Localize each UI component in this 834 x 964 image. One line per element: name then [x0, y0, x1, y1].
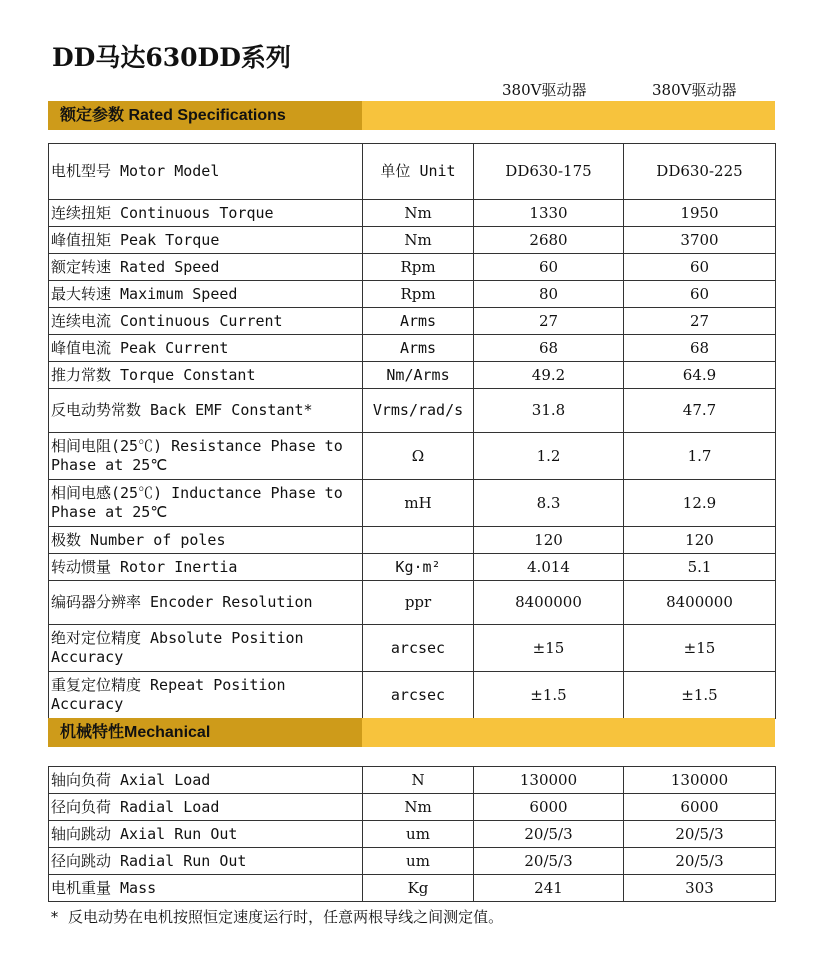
table-row [49, 848, 776, 875]
driver-label-1: 380V驱动器 [502, 81, 587, 99]
unit-cell: Kg [363, 875, 474, 902]
param-cell: 连续扭矩 Continuous Torque [49, 200, 363, 227]
param-cell: 推力常数 Torque Constant [49, 362, 363, 389]
rated-section-title: 额定参数 Rated Specifications [48, 101, 362, 130]
param-cell: 绝对定位精度 Absolute Position Accuracy [49, 625, 363, 672]
table-row [49, 433, 776, 480]
table-row [49, 389, 776, 433]
value-cell-model-1: 8400000 [474, 581, 624, 625]
param-cell: 编码器分辨率 Encoder Resolution [49, 581, 363, 625]
mechanical-spec-table [48, 766, 776, 902]
param-cell: 极数 Number of poles [49, 527, 363, 554]
table-row [49, 227, 776, 254]
param-cell: 重复定位精度 Repeat Position Accuracy [49, 672, 363, 719]
table-row [49, 672, 776, 719]
unit-cell: Nm [363, 794, 474, 821]
value-cell-model-1: 31.8 [474, 389, 624, 433]
rated-section-band [48, 101, 775, 130]
table-row [49, 200, 776, 227]
value-cell-model-1: ±1.5 [474, 672, 624, 719]
value-cell-model-1: 4.014 [474, 554, 624, 581]
unit-cell: Rpm [363, 254, 474, 281]
unit-cell: Arms [363, 335, 474, 362]
param-cell: 电机重量 Mass [49, 875, 363, 902]
value-cell-model-2: 6000 [624, 794, 776, 821]
driver-label-2: 380V驱动器 [652, 81, 737, 99]
value-cell-model-2: ±15 [624, 625, 776, 672]
unit-cell: um [363, 821, 474, 848]
mechanical-section-title: 机械特性Mechanical [48, 718, 362, 747]
unit-cell: Nm [363, 200, 474, 227]
unit-cell [363, 527, 474, 554]
table-row [49, 625, 776, 672]
value-cell-model-2: ±1.5 [624, 672, 776, 719]
value-cell-model-2: 60 [624, 254, 776, 281]
table-row [49, 821, 776, 848]
value-cell-model-2: 64.9 [624, 362, 776, 389]
param-cell: 径向负荷 Radial Load [49, 794, 363, 821]
table-row [49, 254, 776, 281]
value-cell-model-2: 120 [624, 527, 776, 554]
value-cell-model-2: 130000 [624, 767, 776, 794]
unit-cell: Arms [363, 308, 474, 335]
header-param: 电机型号 Motor Model [49, 144, 363, 200]
param-cell: 连续电流 Continuous Current [49, 308, 363, 335]
unit-cell: arcsec [363, 672, 474, 719]
value-cell-model-2: 5.1 [624, 554, 776, 581]
unit-cell: mH [363, 480, 474, 527]
table-row [49, 480, 776, 527]
mechanical-section-band [48, 718, 775, 747]
unit-cell: Rpm [363, 281, 474, 308]
value-cell-model-1: 20/5/3 [474, 848, 624, 875]
unit-cell: Nm [363, 227, 474, 254]
value-cell-model-2: 8400000 [624, 581, 776, 625]
unit-cell: Kg·m² [363, 554, 474, 581]
table-row [49, 794, 776, 821]
value-cell-model-2: 20/5/3 [624, 821, 776, 848]
header-unit: 单位 Unit [363, 144, 474, 200]
param-cell: 相间电阻(25℃) Resistance Phase to Phase at 25℃ [49, 433, 363, 480]
table-header-row [49, 144, 776, 200]
value-cell-model-1: 60 [474, 254, 624, 281]
value-cell-model-2: 1950 [624, 200, 776, 227]
table-row [49, 362, 776, 389]
param-cell: 额定转速 Rated Speed [49, 254, 363, 281]
param-cell: 轴向负荷 Axial Load [49, 767, 363, 794]
value-cell-model-1: 27 [474, 308, 624, 335]
table-row [49, 527, 776, 554]
unit-cell: um [363, 848, 474, 875]
value-cell-model-1: 6000 [474, 794, 624, 821]
param-cell: 径向跳动 Radial Run Out [49, 848, 363, 875]
value-cell-model-2: 303 [624, 875, 776, 902]
value-cell-model-1: 1.2 [474, 433, 624, 480]
param-cell: 相间电感(25℃) Inductance Phase to Phase at 25℃ [49, 480, 363, 527]
page-title: DD马达630DD系列 [52, 43, 291, 72]
param-cell: 最大转速 Maximum Speed [49, 281, 363, 308]
rated-spec-table [48, 143, 776, 719]
footnote: * 反电动势在电机按照恒定速度运行时，任意两根导线之间测定值。 [50, 908, 504, 926]
value-cell-model-1: 68 [474, 335, 624, 362]
value-cell-model-1: 8.3 [474, 480, 624, 527]
unit-cell: arcsec [363, 625, 474, 672]
value-cell-model-1: 49.2 [474, 362, 624, 389]
value-cell-model-2: 1.7 [624, 433, 776, 480]
param-cell: 峰值扭矩 Peak Torque [49, 227, 363, 254]
value-cell-model-1: 130000 [474, 767, 624, 794]
value-cell-model-1: 80 [474, 281, 624, 308]
table-row [49, 308, 776, 335]
value-cell-model-1: 2680 [474, 227, 624, 254]
table-row [49, 554, 776, 581]
unit-cell: Nm/Arms [363, 362, 474, 389]
value-cell-model-2: 3700 [624, 227, 776, 254]
table-row [49, 875, 776, 902]
header-model-1: DD630-175 [474, 144, 624, 200]
unit-cell: ppr [363, 581, 474, 625]
table-row [49, 335, 776, 362]
param-cell: 反电动势常数 Back EMF Constant* [49, 389, 363, 433]
table-row [49, 281, 776, 308]
value-cell-model-2: 20/5/3 [624, 848, 776, 875]
value-cell-model-1: 241 [474, 875, 624, 902]
value-cell-model-2: 27 [624, 308, 776, 335]
param-cell: 峰值电流 Peak Current [49, 335, 363, 362]
value-cell-model-1: 1330 [474, 200, 624, 227]
header-model-2: DD630-225 [624, 144, 776, 200]
param-cell: 轴向跳动 Axial Run Out [49, 821, 363, 848]
unit-cell: Vrms/rad/s [363, 389, 474, 433]
value-cell-model-1: ±15 [474, 625, 624, 672]
unit-cell: Ω [363, 433, 474, 480]
value-cell-model-1: 120 [474, 527, 624, 554]
table-row [49, 581, 776, 625]
value-cell-model-2: 68 [624, 335, 776, 362]
param-cell: 转动惯量 Rotor Inertia [49, 554, 363, 581]
value-cell-model-2: 60 [624, 281, 776, 308]
value-cell-model-2: 47.7 [624, 389, 776, 433]
value-cell-model-2: 12.9 [624, 480, 776, 527]
value-cell-model-1: 20/5/3 [474, 821, 624, 848]
table-row [49, 767, 776, 794]
unit-cell: N [363, 767, 474, 794]
